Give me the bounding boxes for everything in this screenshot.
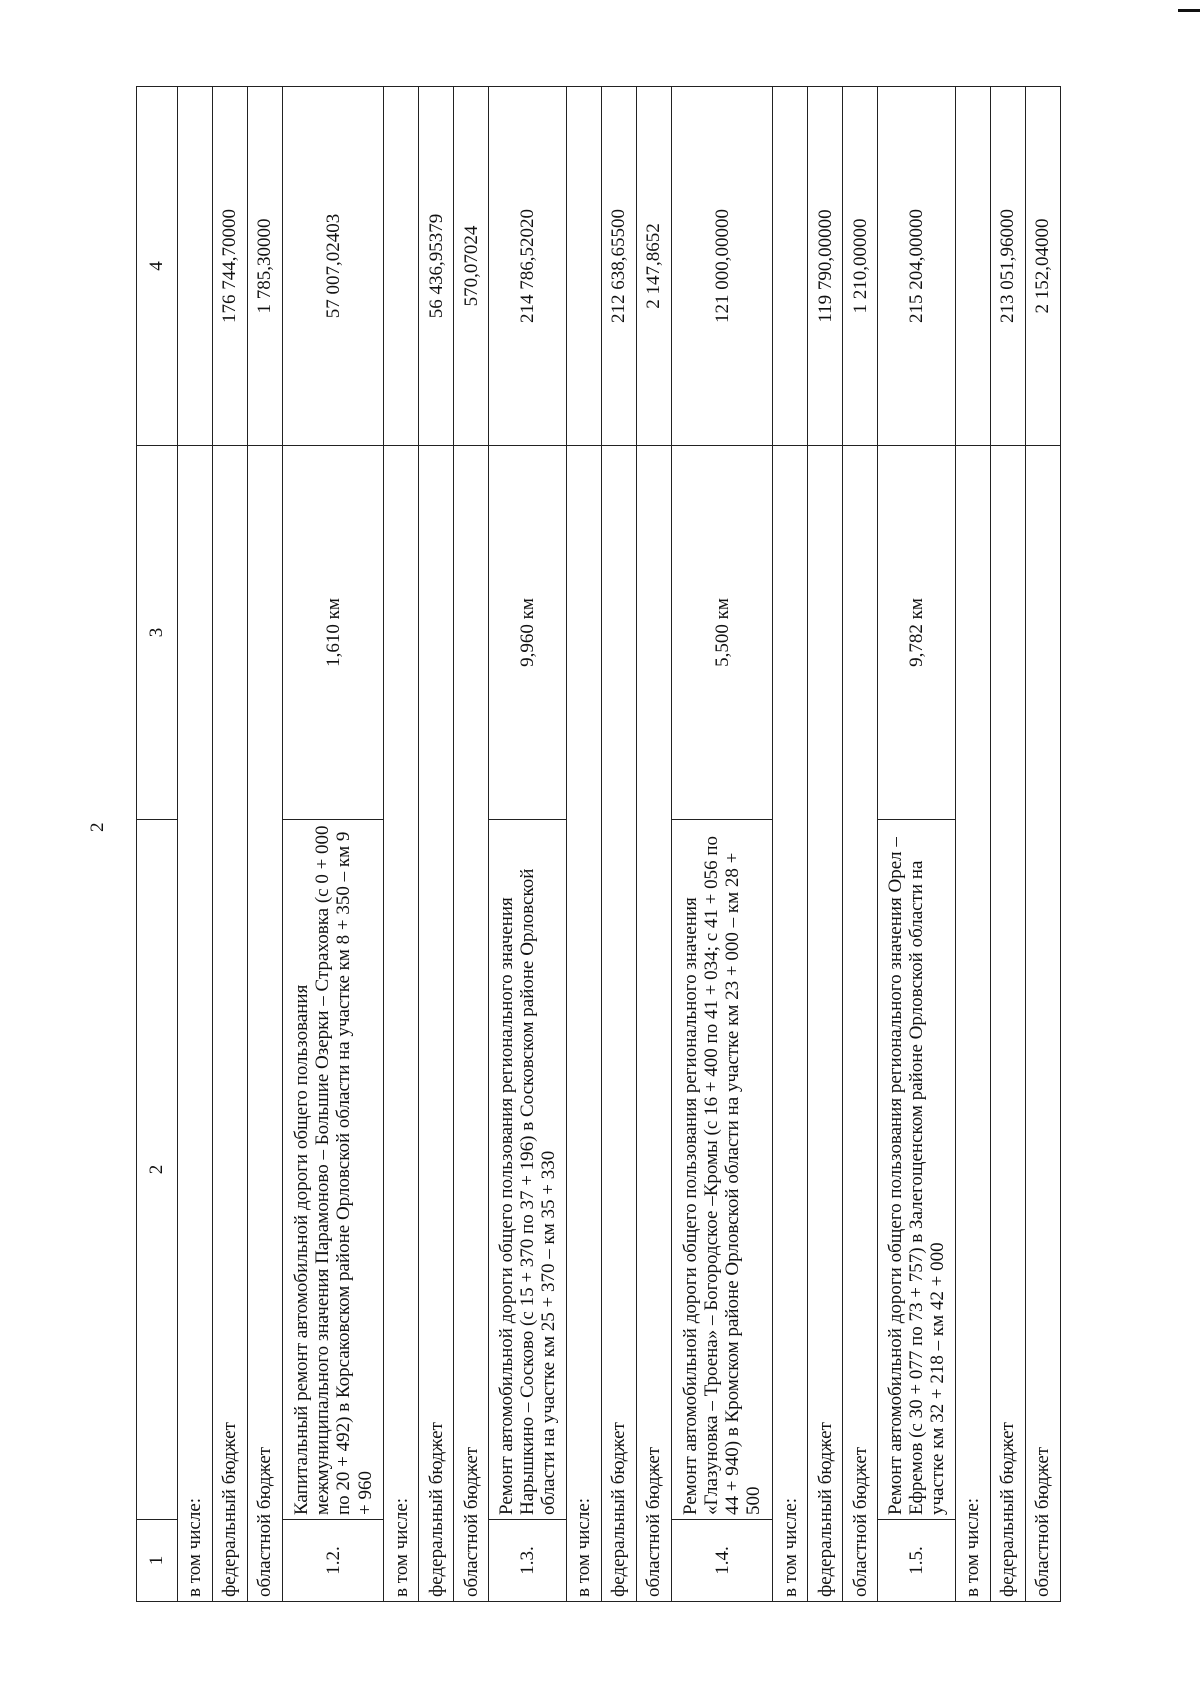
row-amount: 176 744,70000	[213, 87, 248, 446]
row-label: федеральный бюджет	[419, 446, 454, 1602]
header-col-1: 1	[137, 1520, 178, 1602]
page-number: 2	[87, 822, 108, 832]
table-row	[1026, 87, 1061, 1602]
item-length: 9,960 км	[489, 446, 567, 820]
item-number: 1.5.	[878, 1520, 956, 1602]
item-description: Капитальный ремонт автомобильной дороги общего пользования межмуниципального значения Парамоново – Большие Озерки – Страховка (с 0 + 000 по 20 + 492) в Корсаковском районе Орловской области на участке км 8 + 350 – км 9 + 960	[283, 820, 384, 1520]
item-amount: 57 007,02403	[283, 87, 384, 446]
item-amount: 121 000,00000	[671, 87, 772, 446]
row-amount: 2 152,04000	[1026, 87, 1061, 446]
table-row	[454, 87, 489, 1602]
row-amount: 212 638,65500	[601, 87, 636, 446]
table-row-item	[283, 87, 384, 1602]
row-amount: 213 051,96000	[991, 87, 1026, 446]
row-amount	[566, 87, 601, 446]
row-amount	[773, 87, 808, 446]
table-row	[636, 87, 671, 1602]
table-body	[137, 87, 1061, 1602]
item-number: 1.3.	[489, 1520, 567, 1602]
table-row	[991, 87, 1026, 1602]
header-col-4: 4	[137, 87, 178, 446]
row-amount	[956, 87, 991, 446]
table-row-item	[878, 87, 956, 1602]
item-amount: 215 204,00000	[878, 87, 956, 446]
row-label: областной бюджет	[636, 446, 671, 1602]
row-amount	[178, 87, 213, 446]
item-length: 5,500 км	[671, 446, 772, 820]
item-description: Ремонт автомобильной дороги общего пользования регионального значения «Глазуновка – Троена» – Богородское –Кромы (с 16 + 400 по 41 + 034; с 41 + 056 по 44 + 940) в Кромском районе Орловской области на участке км 23 + 000 – км 28 + 500	[671, 820, 772, 1520]
item-length: 9,782 км	[878, 446, 956, 820]
table-row-item	[671, 87, 772, 1602]
page-edge-mark	[1178, 9, 1200, 12]
table-row	[773, 87, 808, 1602]
item-length: 1,610 км	[283, 446, 384, 820]
row-label: в том числе:	[773, 446, 808, 1602]
document-table	[136, 86, 1061, 1602]
row-amount: 119 790,00000	[808, 87, 843, 446]
table-row	[384, 87, 419, 1602]
row-label: областной бюджет	[1026, 446, 1061, 1602]
header-col-2: 2	[137, 820, 178, 1520]
table-row	[248, 87, 283, 1602]
row-label: областной бюджет	[843, 446, 878, 1602]
table-row	[178, 87, 213, 1602]
item-description: Ремонт автомобильной дороги общего пользования регионального значения Орел – Ефремов (с 30 + 077 по 73 + 757) в Залегощенском районе Орловской области на участке км 32 + 218 – км 42 + 000	[878, 820, 956, 1520]
row-label: областной бюджет	[454, 446, 489, 1602]
table-row	[843, 87, 878, 1602]
row-label: в том числе:	[566, 446, 601, 1602]
item-number: 1.2.	[283, 1520, 384, 1602]
row-amount: 1 785,30000	[248, 87, 283, 446]
row-label: федеральный бюджет	[808, 446, 843, 1602]
table-row	[419, 87, 454, 1602]
table-row	[601, 87, 636, 1602]
item-description: Ремонт автомобильной дороги общего пользования регионального значения Нарышкино – Сосково (с 15 + 370 по 37 + 196) в Сосковском районе Орловской области на участке км 25 + 370 – км 35 + 330	[489, 820, 567, 1520]
row-label: областной бюджет	[248, 446, 283, 1602]
table-row-item	[489, 87, 567, 1602]
table-row	[956, 87, 991, 1602]
header-col-3: 3	[137, 446, 178, 820]
row-amount: 1 210,00000	[843, 87, 878, 446]
row-amount: 570,07024	[454, 87, 489, 446]
row-label: федеральный бюджет	[601, 446, 636, 1602]
row-amount: 56 436,95379	[419, 87, 454, 446]
document-table-container	[136, 87, 1061, 1602]
table-header-row	[137, 87, 178, 1602]
table-row	[213, 87, 248, 1602]
row-label: федеральный бюджет	[213, 446, 248, 1602]
table-row	[566, 87, 601, 1602]
table-row	[808, 87, 843, 1602]
item-number: 1.4.	[671, 1520, 772, 1602]
row-label: в том числе:	[956, 446, 991, 1602]
row-label: в том числе:	[178, 446, 213, 1602]
item-amount: 214 786,52020	[489, 87, 567, 446]
row-amount	[384, 87, 419, 446]
row-label: федеральный бюджет	[991, 446, 1026, 1602]
row-label: в том числе:	[384, 446, 419, 1602]
row-amount: 2 147,8652	[636, 87, 671, 446]
